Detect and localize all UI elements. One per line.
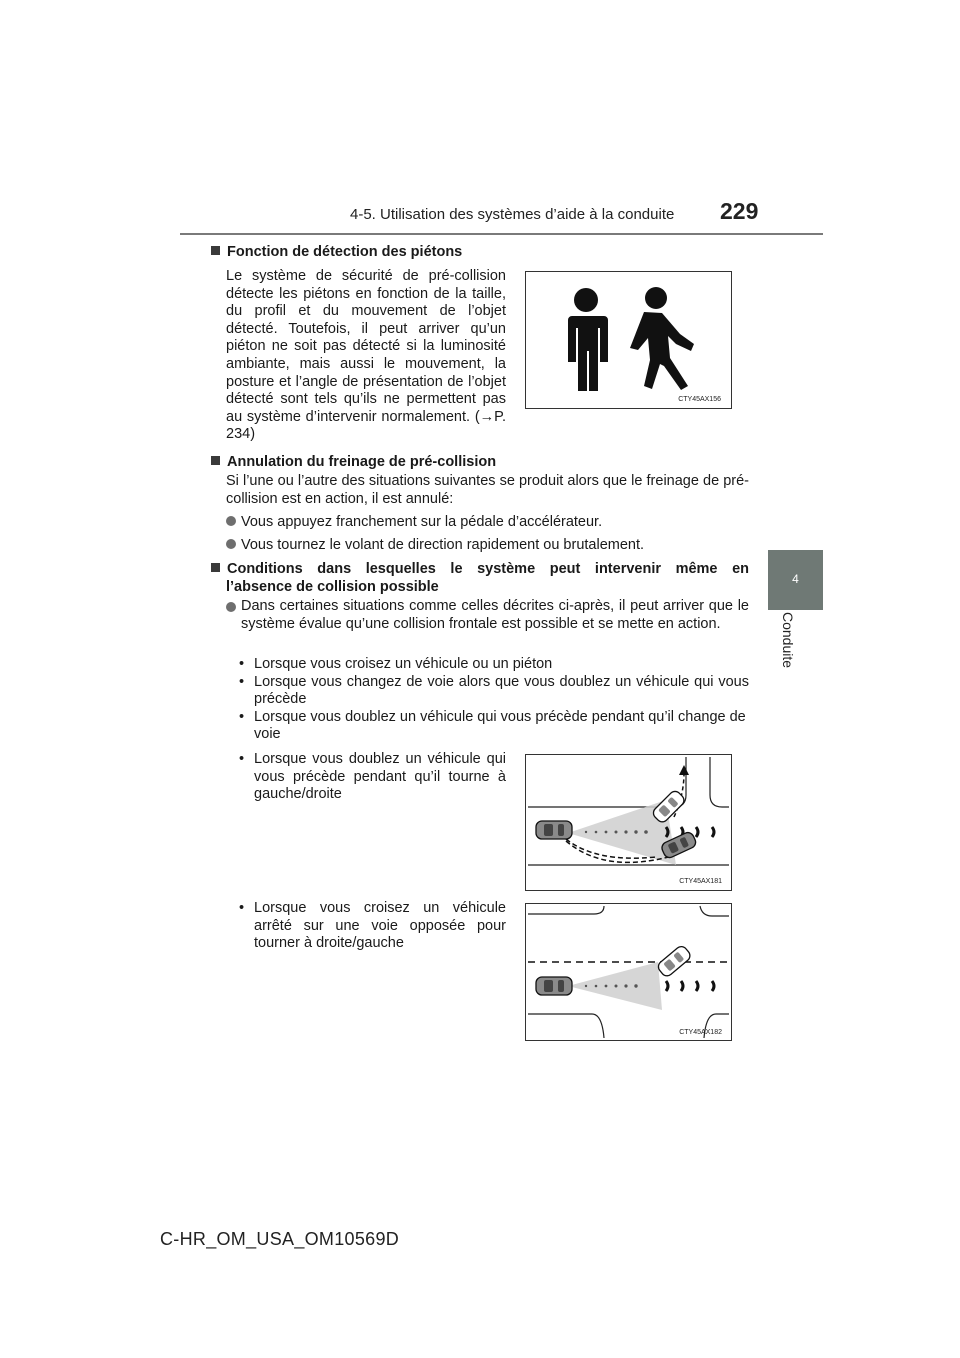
fig-item-2: • Lorsque vous croisez un véhicule arrêté sur une voie opposée pour tourner à droite/gauche (239, 900, 506, 952)
section-heading-conditions-line2: l’absence de collision possible (226, 579, 439, 595)
fig-item-1: • Lorsque vous doublez un véhicule qui vous précède pendant qu’il tourne à gauche/droite (239, 751, 506, 803)
square-bullet-icon (211, 456, 220, 465)
oncoming-turn-illustration (526, 904, 731, 1040)
header-section-title: 4-5. Utilisation des systèmes d’aide à la conduite (350, 206, 675, 223)
chapter-tab (768, 550, 823, 610)
section-heading-conditions: Conditions dans lesquelles le système peut intervenir même en (211, 561, 749, 579)
page-number: 229 (720, 198, 759, 224)
chapter-label: Conduite (780, 612, 796, 669)
pedestrian-body: Le système de sécurité de pré-collision détecte les piétons en fonction de la taille, du profil et du mouvement de l’objet détecté. Toutefois, il peut arriver qu’un piéton ne soit pas détecté si la luminosité ambiante, mais aussi le mouvement, la posture et l’angle de présentation de l’objet détecté sont tels qu’ils ne permettent pas au système d’intervenir normalement. (→P. 234) (226, 268, 506, 443)
section-heading-text: Fonction de détection des piétons (227, 244, 463, 260)
round-bullet-icon (226, 602, 236, 612)
list-item: • Lorsque vous changez de voie alors que vous doublez un véhicule qui vous précède (239, 673, 749, 708)
cancel-intro: Si l’une ou l’autre des situations suivantes se produit alors que le freinage de pré-collision est en action, il est annulé: (226, 473, 749, 507)
round-bullet-icon (226, 539, 236, 549)
figure-passing-turning (525, 754, 732, 891)
section-heading-cancel (211, 454, 496, 470)
header-rule (180, 233, 823, 235)
document-code: C-HR_OM_USA_OM10569D (160, 1229, 400, 1249)
conditions-sublist (232, 656, 749, 744)
square-bullet-icon (211, 246, 220, 255)
section-heading-pedestrian (211, 244, 462, 260)
passing-turning-illustration (526, 755, 731, 890)
chapter-number: 4 (792, 572, 799, 586)
figure-pedestrians (525, 271, 732, 409)
figure-oncoming-turn (525, 903, 732, 1041)
figure-code: CTY45AX182 (679, 1029, 722, 1036)
list-item: • Lorsque vous doublez un véhicule qui vous précède pendant qu’il change de voie (239, 708, 746, 743)
square-bullet-icon (211, 563, 220, 572)
pedestrians-illustration (526, 272, 731, 408)
chapter-label-wrap (780, 612, 800, 702)
cancel-item-1: Vous appuyez franchement sur la pédale d’accélérateur. (226, 514, 749, 532)
cancel-item-2: Vous tournez le volant de direction rapidement ou brutalement. (226, 537, 749, 555)
conditions-item: Dans certaines situations comme celles décrites ci-après, il peut arriver que le système évalue qu’une collision frontale est possible et se mette en action. (226, 598, 749, 633)
section-heading-text: Annulation du freinage de pré-collision (227, 454, 497, 470)
list-item: • Lorsque vous croisez un véhicule ou un piéton (239, 656, 553, 672)
round-bullet-icon (226, 516, 236, 526)
figure-code: CTY45AX181 (679, 878, 722, 885)
figure-code: CTY45AX156 (678, 396, 721, 403)
